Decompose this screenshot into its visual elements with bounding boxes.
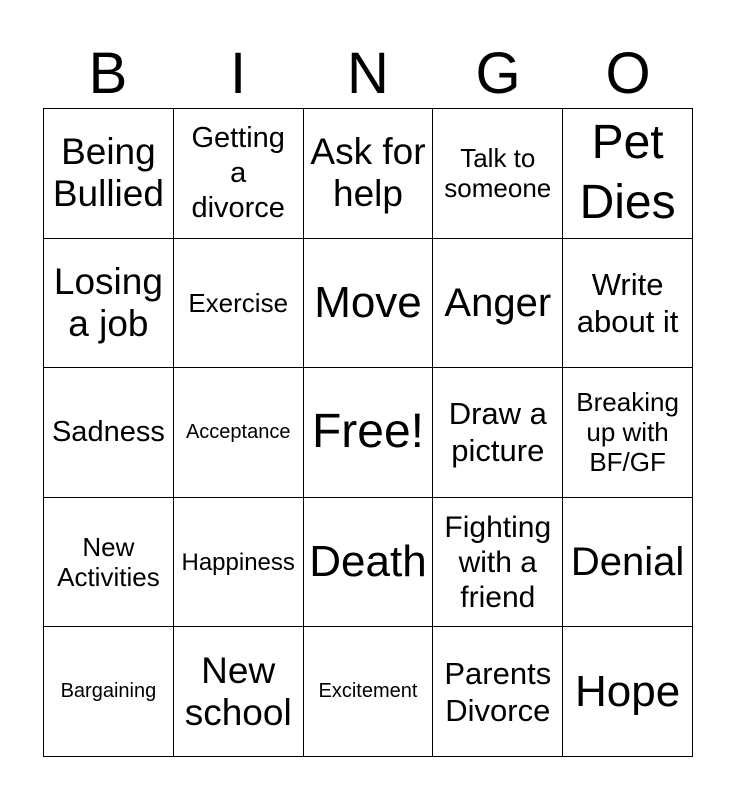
bingo-cell[interactable] <box>44 498 174 628</box>
cell-text: Losing a job <box>53 260 163 344</box>
bingo-cell[interactable] <box>174 109 304 239</box>
bingo-cell[interactable] <box>304 109 434 239</box>
bingo-cell[interactable] <box>433 239 563 369</box>
cell-text: Happiness <box>181 548 295 576</box>
bingo-cell[interactable] <box>433 627 563 757</box>
header-letter-b: B <box>88 41 128 106</box>
cell-text: Move <box>314 277 422 327</box>
cell-text: Free! <box>311 405 424 459</box>
header-letter-i: I <box>229 41 247 106</box>
bingo-cell[interactable] <box>174 239 304 369</box>
cell-text: Sadness <box>51 415 165 448</box>
cell-text: Denial <box>570 540 685 585</box>
cell-text: Exercise <box>188 287 289 318</box>
bingo-cell[interactable] <box>304 239 434 369</box>
cell-text: Fighting with a friend <box>444 510 552 614</box>
cell-text: Getting a divorce <box>191 121 285 224</box>
bingo-cell[interactable] <box>304 498 434 628</box>
cell-text: Being Bullied <box>52 131 164 215</box>
bingo-cell[interactable] <box>304 627 434 757</box>
cell-text: Hope <box>575 666 681 716</box>
cell-text: Draw a picture <box>448 396 547 469</box>
header-letter-n: N <box>347 41 389 106</box>
bingo-board <box>43 108 693 757</box>
bingo-cell[interactable] <box>174 368 304 498</box>
header-letter-o: O <box>605 41 651 106</box>
bingo-cell[interactable] <box>44 368 174 498</box>
cell-text: New Activities <box>57 532 160 593</box>
cell-text: Excitement <box>318 680 418 703</box>
cell-text: Anger <box>444 280 552 325</box>
bingo-cell[interactable] <box>433 368 563 498</box>
cell-text: New school <box>184 649 292 733</box>
bingo-cell[interactable] <box>563 627 693 757</box>
cell-text: Acceptance <box>185 420 291 443</box>
cell-text: Parents Divorce <box>444 655 552 728</box>
bingo-cell[interactable] <box>174 627 304 757</box>
bingo-cell[interactable] <box>433 109 563 239</box>
bingo-cell[interactable] <box>174 498 304 628</box>
bingo-header <box>43 40 693 108</box>
cell-text: Write about it <box>576 266 679 339</box>
bingo-cell[interactable] <box>44 109 174 239</box>
cell-text: Talk to someone <box>444 143 552 204</box>
cell-text: Bargaining <box>60 680 157 703</box>
cell-text: Death <box>309 537 427 587</box>
bingo-cell[interactable] <box>563 239 693 369</box>
bingo-cell[interactable] <box>563 109 693 239</box>
bingo-free-space[interactable] <box>304 368 434 498</box>
header-letter-g: G <box>475 41 521 106</box>
cell-text: Ask for help <box>310 131 426 215</box>
bingo-cell[interactable] <box>44 239 174 369</box>
bingo-cell[interactable] <box>563 498 693 628</box>
bingo-cell[interactable] <box>563 368 693 498</box>
cell-text: Pet Dies <box>579 116 676 230</box>
bingo-cell[interactable] <box>44 627 174 757</box>
bingo-cell[interactable] <box>433 498 563 628</box>
cell-text: Breaking up with BF/GF <box>576 387 679 478</box>
